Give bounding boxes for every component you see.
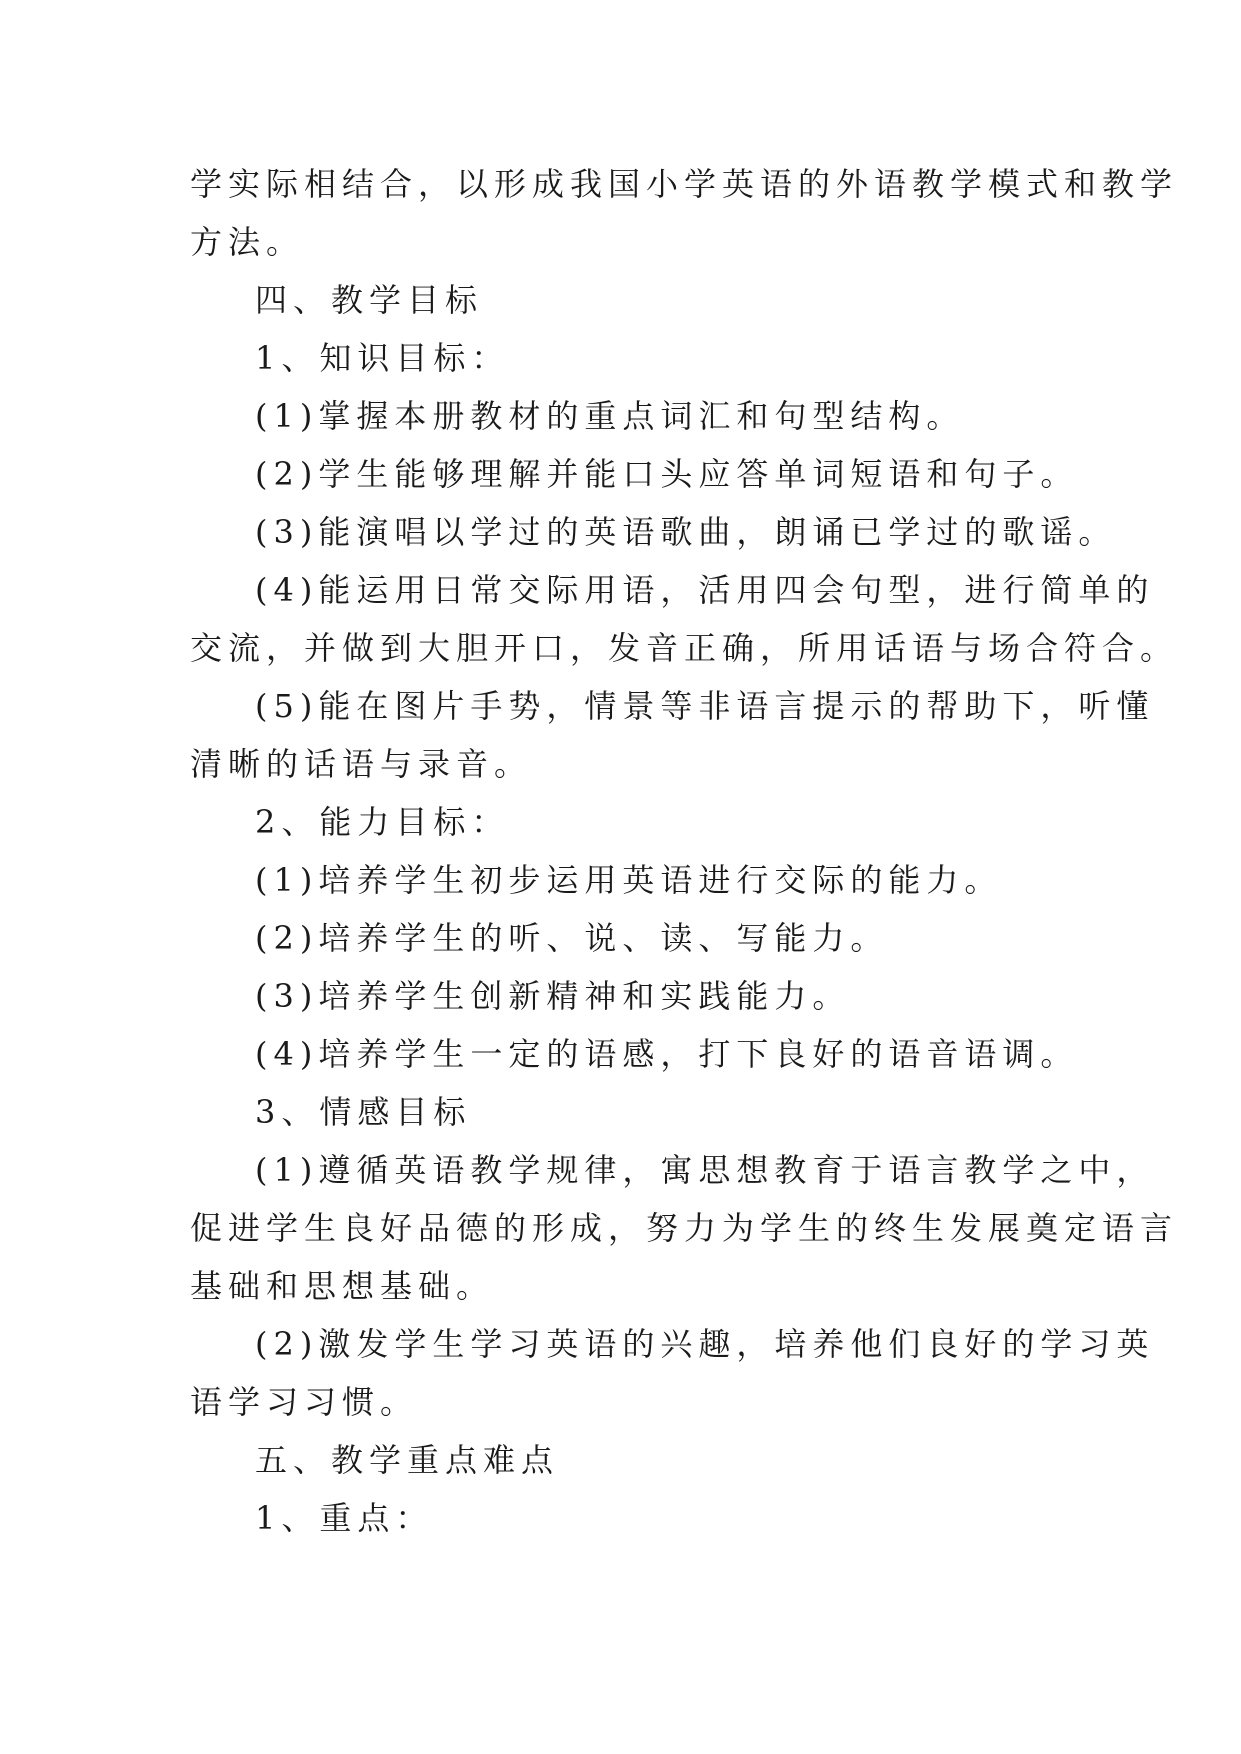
list-item: (1)遵循英语教学规律，寓思想教育于语言教学之中， bbox=[255, 1151, 1155, 1189]
subsection-heading: 2、能力目标： bbox=[255, 803, 510, 841]
list-item: (4)培养学生一定的语感，打下良好的语音语调。 bbox=[255, 1035, 1079, 1073]
list-item: (2)学生能够理解并能口头应答单词短语和句子。 bbox=[255, 455, 1079, 493]
list-item: (1)培养学生初步运用英语进行交际的能力。 bbox=[255, 861, 1003, 899]
body-text-line: 清晰的话语与录音。 bbox=[190, 745, 533, 783]
body-text-line: 促进学生良好品德的形成，努力为学生的终生发展奠定语言 bbox=[190, 1209, 1179, 1247]
list-item: (3)能演唱以学过的英语歌曲，朗诵已学过的歌谣。 bbox=[255, 513, 1117, 551]
subsection-heading: 3、情感目标 bbox=[255, 1093, 472, 1131]
section-heading: 四、教学目标 bbox=[255, 281, 484, 319]
subsection-heading: 1、知识目标： bbox=[255, 339, 510, 377]
body-text-line: 语学习习惯。 bbox=[190, 1383, 419, 1421]
list-item: (3)培养学生创新精神和实践能力。 bbox=[255, 977, 851, 1015]
list-item: (5)能在图片手势，情景等非语言提示的帮助下，听懂 bbox=[255, 687, 1155, 725]
subsection-heading: 1、重点： bbox=[255, 1499, 434, 1537]
list-item: (2)激发学生学习英语的兴趣，培养他们良好的学习英 bbox=[255, 1325, 1155, 1363]
list-item: (2)培养学生的听、说、读、写能力。 bbox=[255, 919, 889, 957]
body-text-line: 基础和思想基础。 bbox=[190, 1267, 495, 1305]
section-heading: 五、教学重点难点 bbox=[255, 1441, 560, 1479]
body-text-line: 学实际相结合，以形成我国小学英语的外语教学模式和教学 bbox=[190, 165, 1179, 203]
body-text-line: 方法。 bbox=[190, 223, 305, 261]
list-item: (4)能运用日常交际用语，活用四会句型，进行简单的 bbox=[255, 571, 1155, 609]
list-item: (1)掌握本册教材的重点词汇和句型结构。 bbox=[255, 397, 965, 435]
body-text-line: 交流，并做到大胆开口，发音正确，所用话语与场合符合。 bbox=[190, 629, 1179, 667]
